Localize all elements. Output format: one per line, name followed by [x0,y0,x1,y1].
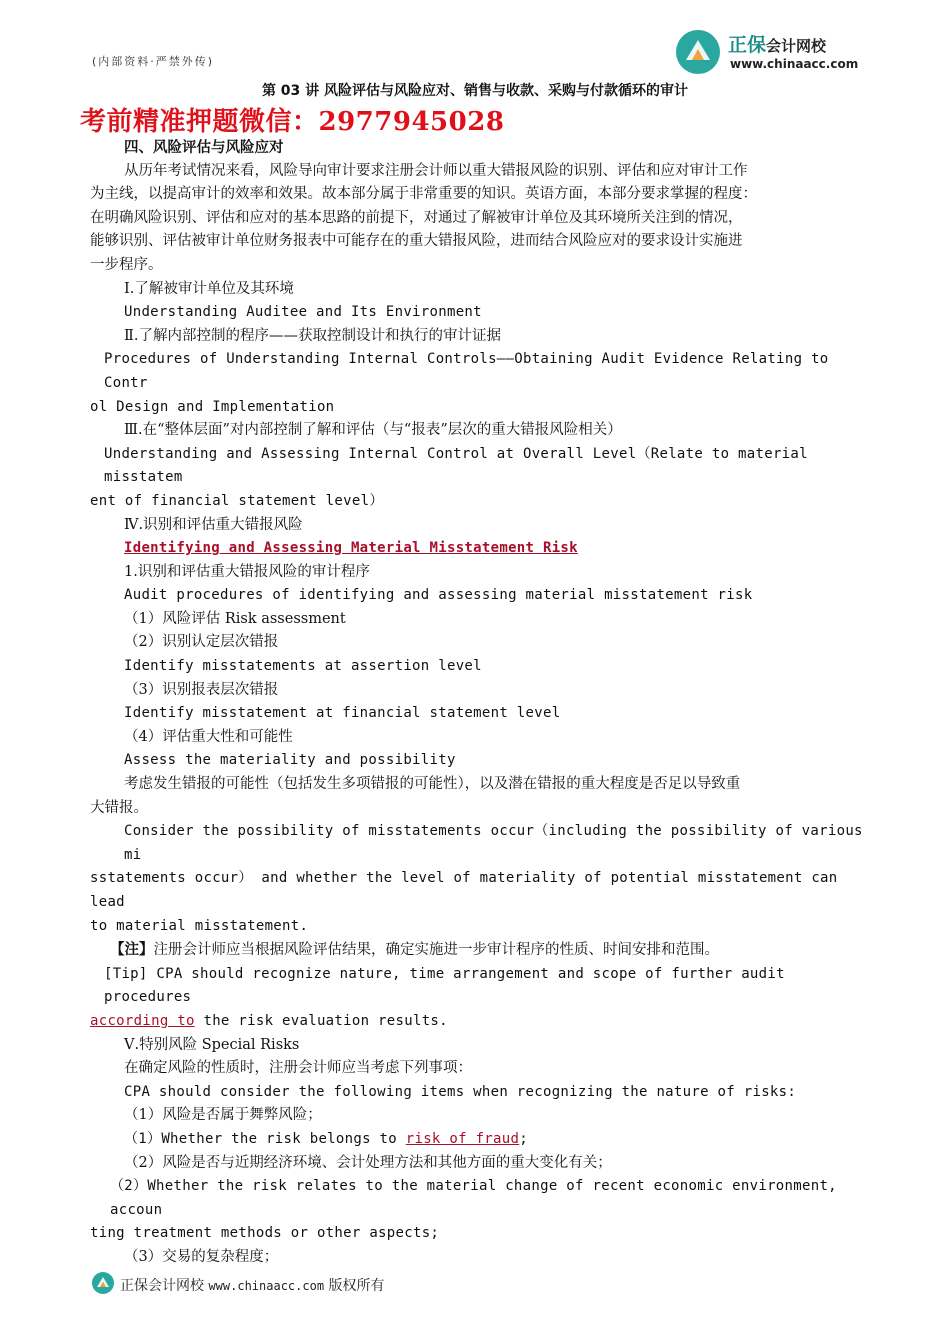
chapter-title: 第 03 讲 风险评估与风险应对、销售与收款、采购与付款循环的审计 [261,83,689,99]
list-item-tail: ; [519,1130,528,1147]
logo-url: www.chinaacc.com [730,57,859,71]
document-body [90,136,870,1270]
paragraph-line-en: CPA should consider the following items when recognizing the nature of risks: [124,1083,797,1100]
list-item-en: （2）Whether the risk relates to the material change of recent economic environment, accoun [110,1178,846,1218]
confidential-mark: (内部资料·严禁外传) [92,55,215,68]
logo-emblem-icon [676,30,720,74]
risk-of-fraud-link[interactable]: risk of fraud [405,1130,520,1147]
list-item-en: Assess the materiality and possibility [124,752,456,769]
logo-sub-text: 会计网校 [766,37,827,55]
list-item: （3）交易的复杂程度； [124,1248,279,1265]
list-item: （4）评估重大性和可能性 [124,728,293,745]
list-item-text: （1）Whether the risk belongs to [124,1130,406,1147]
paragraph-line: 一步程序。 [90,256,163,273]
list-item: （1）风险评估 Risk assessment [124,610,346,627]
footer-text [120,1275,385,1295]
paragraph-line: 能够识别、评估被审计单位财务报表中可能存在的重大错报风险，进而结合风险应对的要求设计实施进 [90,233,743,250]
subsection-1-zh: 1.识别和评估重大错报风险的审计程序 [124,563,370,580]
heading-v: Ⅴ.特别风险 Special Risks [124,1036,300,1053]
footer-rights: 版权所有 [328,1278,385,1294]
promo-banner: 考前精准押题微信：2977945028 [80,107,505,137]
heading-iv-en [90,537,870,561]
brand-logo [676,28,866,76]
section-heading: 四、风险评估与风险应对 [124,139,284,156]
list-item: （2）风险是否与近期经济环境、会计处理方法和其他方面的重大变化有关； [124,1154,612,1171]
list-item: （3）识别报表层次错报 [124,681,279,698]
heading-ii-en: Procedures of Understanding Internal Controls——Obtaining Audit Evidence Relating to Contr [104,351,838,391]
list-item: （1）风险是否属于舞弊风险； [124,1107,322,1124]
list-item-en [90,1128,870,1152]
paragraph-line: 为主线，以提高审计的效率和效果。故本部分属于非常重要的知识。英语方面，本部分要求掌握的程度： [90,186,757,203]
heading-iii-zh: Ⅲ.在“整体层面”对内部控制了解和评估（与“报表”层次的重大错报风险相关） [124,422,622,439]
footer-logo-icon [92,1272,114,1294]
logo-name [728,30,826,57]
paragraph-line: 大错报。 [90,799,148,816]
heading-iii-en: Understanding and Assessing Internal Control at Overall Level（Relate to material misstatem [104,445,817,486]
paragraph-line-en: to material misstatement. [90,917,309,934]
list-item: （2）识别认定层次错报 [124,634,279,651]
list-item-en: Identify misstatement at financial statement level [124,705,561,722]
heading-iv-zh: Ⅳ.识别和评估重大错报风险 [124,516,303,533]
paragraph-line: 考虑发生错报的可能性（包括发生多项错报的可能性），以及潜在错报的重大程度是否足以导致重 [124,776,741,793]
heading-ii-en-cont: ol Design and Implementation [90,398,335,415]
paragraph-line: 在确定风险的性质时，注册会计师应当考虑下列事项： [124,1060,472,1077]
subsection-1-en: Audit procedures of identifying and assessing material misstatement risk [124,587,753,604]
tip-line-cont [90,1010,870,1034]
list-item-en-cont: ting treatment methods or other aspects; [90,1225,440,1242]
heading-iii-en-cont: ent of financial statement level） [90,492,384,509]
tip-tail: the risk evaluation results. [194,1012,448,1029]
list-item-en: Identify misstatements at assertion level [124,658,482,675]
heading-ii-zh: Ⅱ.了解内部控制的程序——获取控制设计和执行的审计证据 [124,327,501,344]
note-line [90,938,870,963]
according-to-link[interactable]: according to [90,1012,195,1029]
paragraph-line: 从历年考试情况来看，风险导向审计要求注册会计师以重大错报风险的识别、评估和应对审计工作 [124,162,748,179]
footer-url[interactable]: www.chinaacc.com [208,1279,325,1293]
heading-i-zh: Ⅰ.了解被审计单位及其环境 [124,280,294,297]
note-text: 注册会计师应当根据风险评估结果，确定实施进一步审计程序的性质、时间安排和范围。 [153,942,719,959]
paragraph-line-en: Consider the possibility of misstatements occur（including the possibility of various mi [124,823,872,863]
heading-iv-link[interactable]: Identifying and Assessing Material Misstatement Risk [124,540,578,557]
footer-brand: 正保会计网校 [120,1278,204,1294]
logo-brand-text: 正保 [728,34,767,56]
note-label: 【注】 [110,941,154,959]
paragraph-line: 在明确风险识别、评估和应对的基本思路的前提下，对通过了解被审计单位及其环境所关注到的情况， [90,209,743,226]
heading-i-en: Understanding Auditee and Its Environment [124,304,482,321]
tip-line: [Tip] CPA should recognize nature, time arrangement and scope of further audit procedures [104,965,794,1006]
paragraph-line-en: sstatements occur） and whether the level of materiality of potential misstatement can lead [90,870,847,910]
